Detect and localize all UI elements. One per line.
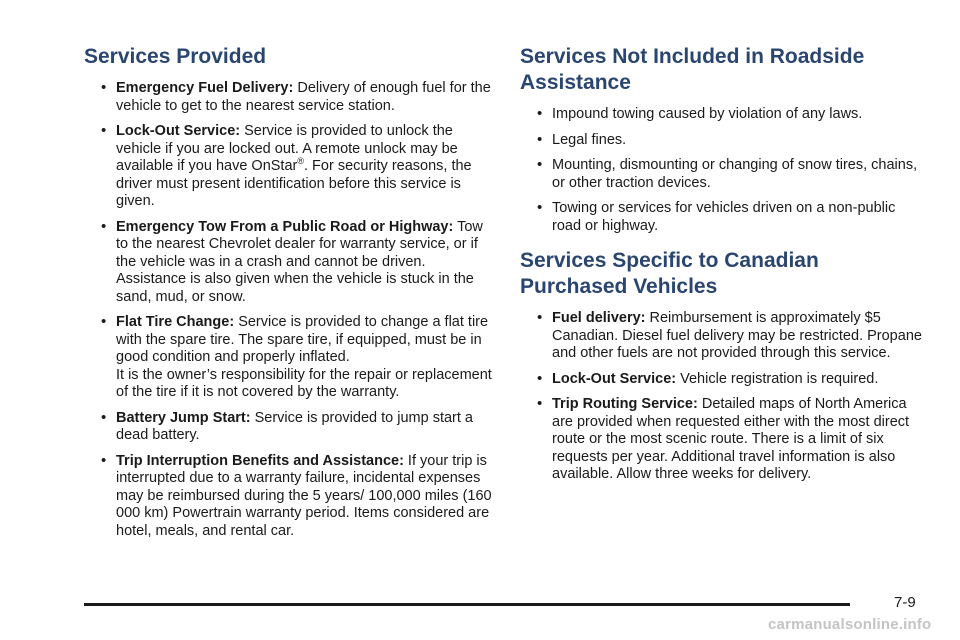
list-item xyxy=(520,310,928,363)
registered-mark: ® xyxy=(297,156,304,167)
item-text: Delivery of enough fuel for the vehicle to get to the nearest service station. xyxy=(116,80,491,114)
heading-canadian-services: Services Specific to Canadian Purchased Vehicles xyxy=(520,249,819,298)
item-label: Trip Routing Service: xyxy=(552,396,698,412)
item-text: Vehicle registration is required. xyxy=(676,370,879,387)
left-column xyxy=(84,44,496,548)
heading-services-not-included: Services Not Included in Roadside Assistance xyxy=(520,45,865,94)
page-number: 7-9 xyxy=(894,594,916,611)
item-text: Reimbursement is approximately $5 Canadian. Diesel fuel delivery may be restricted. Propane and other fuels are not provided through this service. xyxy=(552,310,922,361)
item-text: Tow to the nearest Chevrolet dealer for warranty service, or if the vehicle was in a crash and cannot be driven. Assistance is also given when the vehicle is stuck in the sand, mud, or snow. xyxy=(116,218,483,305)
item-label: Lock-Out Service: xyxy=(552,370,677,387)
list-item xyxy=(520,396,928,484)
footer-rule xyxy=(84,603,850,606)
list-item xyxy=(84,80,496,115)
heading-services-provided: Services Provided xyxy=(84,45,267,68)
item-text: If your trip is interrupted due to a warranty failure, incidental expenses may be reimbursed during the 5 years/ 100,000 miles (160 000 km) Powertrain warranty period. Items considered are hotel, meals, and rental car. xyxy=(116,452,492,539)
list-item: • Impound towing caused by violation of any laws. xyxy=(520,106,928,124)
list-item xyxy=(520,371,928,389)
item-label: Trip Interruption Benefits and Assistance: xyxy=(116,452,404,469)
services-not-included-list xyxy=(520,106,928,235)
item-text: Service is provided to change a flat tire with the spare tire. The spare tire, if equipped, must be in good condition and properly inflated. xyxy=(116,314,489,365)
list-item: • Towing or services for vehicles driven on a non-public road or highway. xyxy=(520,200,928,235)
item-text: Detailed maps of North America are provided when requested either with the most direct route or the most scenic route. There is a limit of six requests per year. Additional travel information is also available. Allow three weeks for delivery. xyxy=(552,396,910,482)
right-column xyxy=(520,44,928,492)
list-item xyxy=(84,453,496,541)
item-label: Emergency Tow From a Public Road or Highway: xyxy=(116,218,454,235)
services-provided-list xyxy=(84,80,496,540)
item-label: Battery Jump Start: xyxy=(116,409,251,426)
item-label: Lock-Out Service: xyxy=(116,123,241,139)
list-item: • Mounting, dismounting or changing of snow tires, chains, or other traction devices. xyxy=(520,157,928,192)
list-item xyxy=(84,219,496,307)
canadian-services-list xyxy=(520,310,928,484)
watermark: carmanualsonline.info xyxy=(768,616,932,633)
item-text-continued: . For security reasons, the driver must present identification before this service is given. xyxy=(116,158,472,209)
list-item xyxy=(84,123,496,211)
list-item xyxy=(84,314,496,402)
item-text-continued: It is the owner’s responsibility for the repair or replacement of the tire if it is not covered by the warranty. xyxy=(116,366,492,400)
item-text: Service is provided to jump start a dead battery. xyxy=(116,409,473,443)
list-item: • Legal fines. xyxy=(520,132,928,150)
item-label: Flat Tire Change: xyxy=(116,314,235,330)
item-label: Fuel delivery: xyxy=(552,310,646,326)
item-text: Service is provided to unlock the vehicle if you are locked out. A remote unlock may be available if you have OnStar xyxy=(116,123,458,174)
item-label: Emergency Fuel Delivery: xyxy=(116,80,294,96)
list-item xyxy=(84,410,496,445)
